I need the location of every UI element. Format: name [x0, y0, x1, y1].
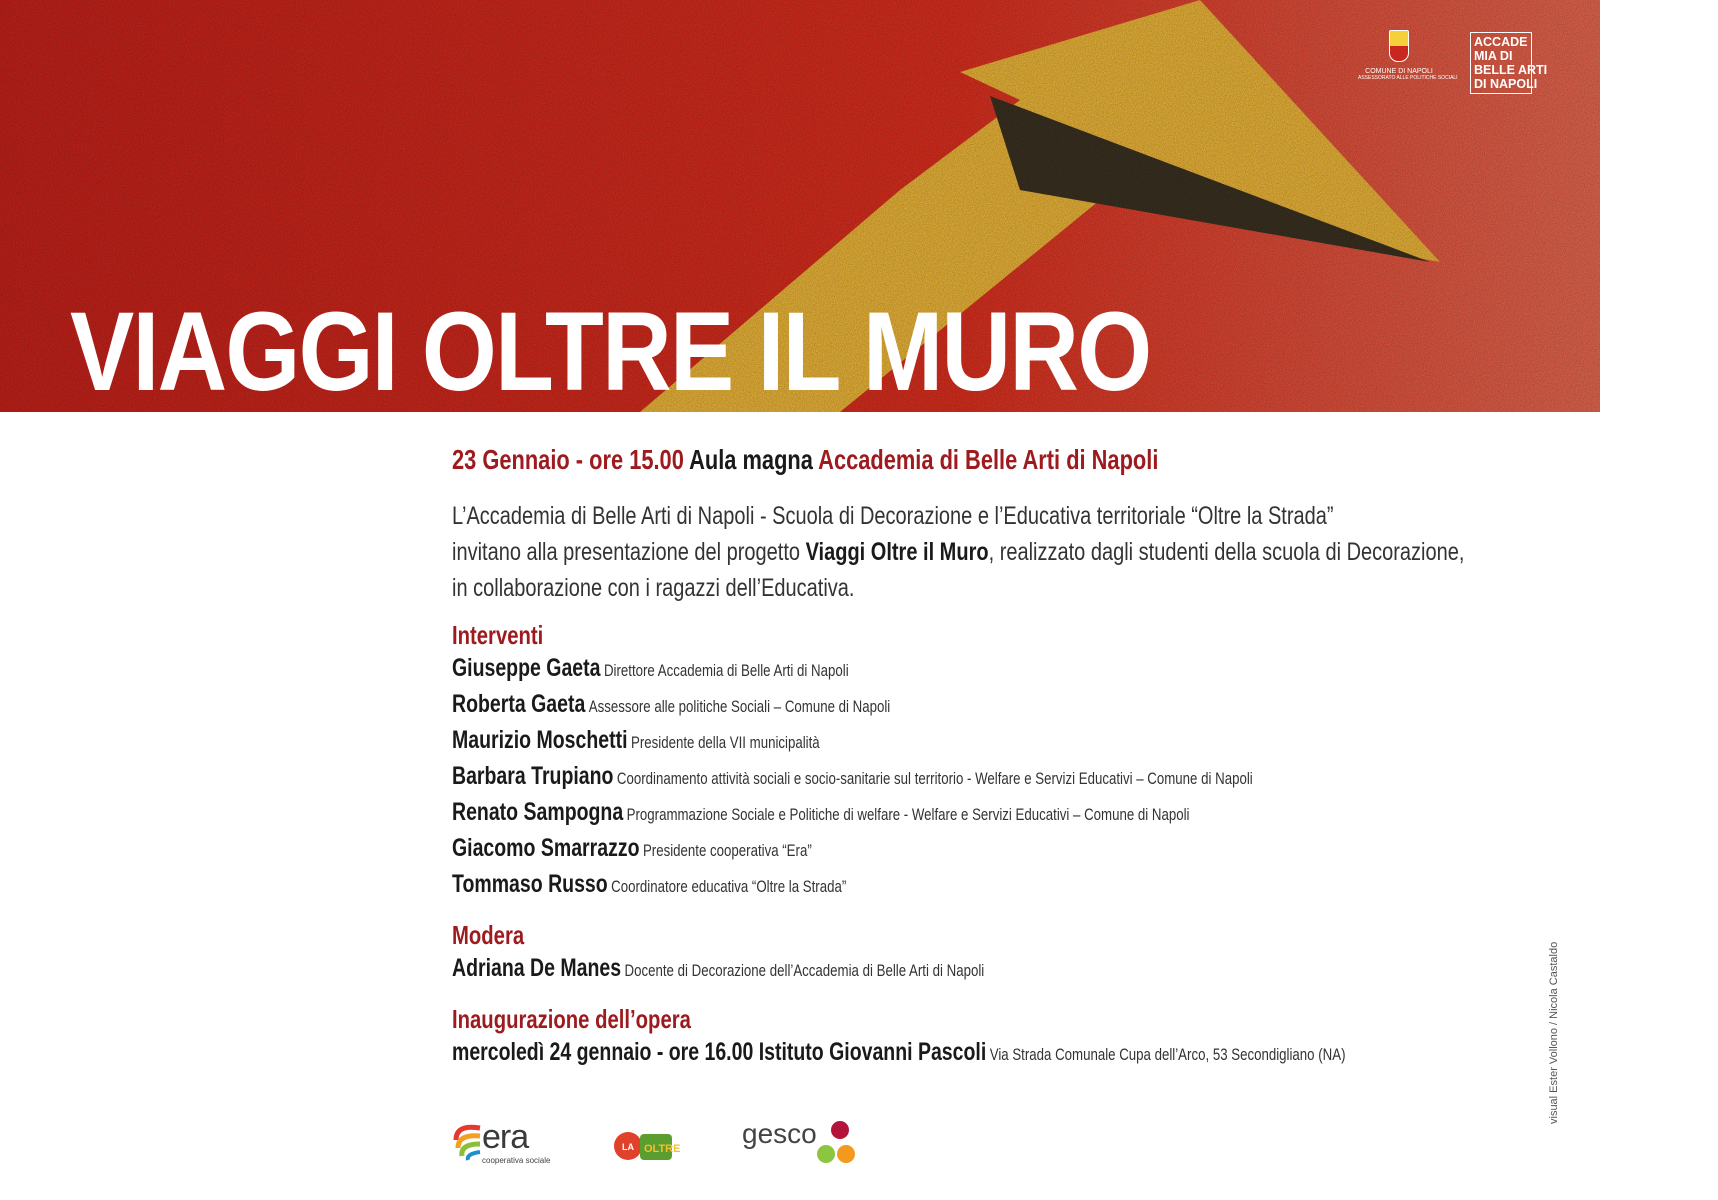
speaker-name: Roberta Gaeta	[452, 690, 586, 718]
speaker-row	[452, 654, 1562, 690]
svg-text:LA: LA	[622, 1142, 634, 1152]
moderator-role: Docente di Decorazione dell’Accademia di Belle Arti di Napoli	[624, 961, 985, 980]
intro-line-3: in collaborazione con i ragazzi dell’Educativa.	[452, 574, 855, 602]
logo-napoli-text: COMUNE DI NAPOLI	[1365, 68, 1433, 75]
accademia-logo: ACCADE MIA DI BELLE ARTI DI NAPOLI	[1470, 32, 1532, 94]
speaker-name: Giacomo Smarrazzo	[452, 834, 640, 862]
project-name: Viaggi Oltre il Muro	[805, 538, 989, 566]
modera-heading: Modera	[452, 920, 525, 950]
gesco-logo: gesco	[742, 1118, 852, 1168]
logo-napoli-subtext: ASSESSORATO ALLE POLITICHE SOCIALI	[1358, 75, 1458, 81]
comune-napoli-logo	[1358, 30, 1458, 96]
era-logo: era cooperativa sociale	[452, 1118, 562, 1168]
event-date-time: 23 Gennaio - ore 15.00	[452, 444, 684, 475]
visual-credit: visual Ester Vollono / Nicola Castaldo	[1548, 941, 1560, 1124]
inaugurazione-when-where: mercoledì 24 gennaio - ore 16.00 Istituto Giovanni Pascoli	[452, 1038, 987, 1066]
speaker-role: Coordinatore educativa “Oltre la Strada”	[611, 877, 847, 896]
event-place: Accademia di Belle Arti di Napoli	[818, 444, 1159, 475]
speaker-role: Presidente cooperativa “Era”	[642, 841, 812, 860]
hero-image	[0, 0, 1600, 412]
gesco-dots-icon	[814, 1120, 854, 1168]
speaker-role: Direttore Accademia di Belle Arti di Napoli	[603, 661, 849, 680]
event-room: Aula magna	[689, 444, 813, 475]
speaker-name: Maurizio Moschetti	[452, 726, 628, 754]
speaker-row	[452, 870, 1562, 906]
speaker-role: Presidente della VII municipalità	[630, 733, 820, 752]
event-date-location	[452, 444, 1562, 480]
page-title: VIAGGI OLTRE IL MURO	[70, 289, 1151, 414]
speaker-row	[452, 834, 1562, 870]
speaker-role: Programmazione Sociale e Politiche di welfare - Welfare e Servizi Educativi – Comune di Napoli	[626, 805, 1190, 824]
interventi-heading: Interventi	[452, 620, 544, 650]
era-swirl-icon	[452, 1120, 482, 1162]
speaker-name: Giuseppe Gaeta	[452, 654, 601, 682]
speaker-name: Tommaso Russo	[452, 870, 608, 898]
oltre-la-strada-logo-mark	[612, 1118, 681, 1168]
intro-line-1: L’Accademia di Belle Arti di Napoli - Scuola di Decorazione e l’Educativa territoriale “Oltre la Strada”	[452, 502, 1334, 530]
speaker-name: Renato Sampogna	[452, 798, 624, 826]
speaker-row	[452, 690, 1562, 726]
oltre-la-strada-logo	[612, 1118, 681, 1168]
speaker-row	[452, 726, 1562, 762]
speaker-name: Barbara Trupiano	[452, 762, 614, 790]
moderator-row	[452, 954, 1562, 990]
speaker-row	[452, 798, 1562, 834]
inaugurazione-address: Via Strada Comunale Cupa dell’Arco, 53 Secondigliano (NA)	[989, 1045, 1346, 1064]
inaugurazione-details	[452, 1038, 1562, 1074]
speaker-role: Coordinamento attività sociali e socio-sanitarie sul territorio - Welfare e Servizi Educativi – Comune di Napoli	[616, 769, 1253, 788]
partner-logos	[452, 1118, 872, 1178]
inaugurazione-heading: Inaugurazione dell’opera	[452, 1004, 691, 1034]
event-content	[452, 444, 1562, 1074]
svg-text:OLTRE: OLTRE	[644, 1143, 681, 1155]
shield-icon	[1389, 30, 1409, 62]
speaker-role: Assessore alle politiche Sociali – Comune di Napoli	[588, 697, 891, 716]
moderator-name: Adriana De Manes	[452, 954, 622, 982]
speaker-row	[452, 762, 1562, 798]
intro-paragraph: L’Accademia di Belle Arti di Napoli - Scuola di Decorazione e l’Educativa territoriale “Oltre la Strada” invitano alla presentazione del progetto Viaggi Oltre il Muro, realizzato dagli studenti della scuola di Decorazione, in collaborazione con i ragazzi dell’Educativa.	[452, 498, 1562, 606]
